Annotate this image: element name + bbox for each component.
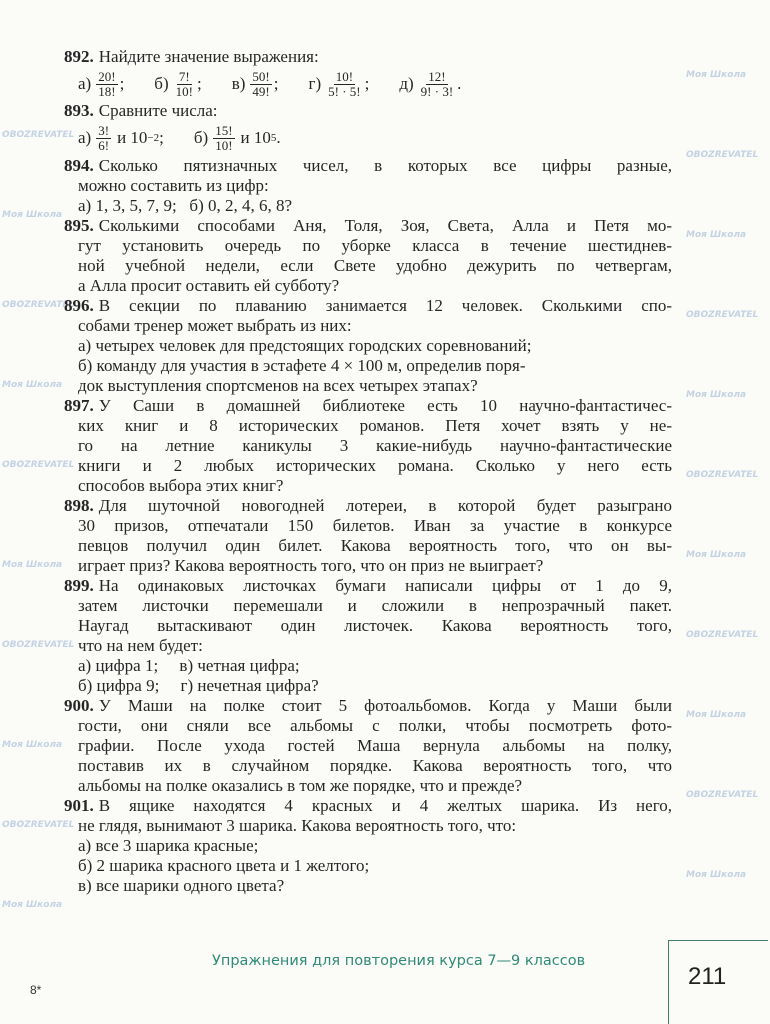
exponent: 5 <box>270 132 277 144</box>
line-text: У Саши в домашней библиотеке есть 10 научно-фантастичес- <box>98 396 672 415</box>
fraction <box>96 124 111 153</box>
line-text: док выступления спортсменов на всех четырех этапах? <box>78 376 478 395</box>
problem-text: Найдите значение выражения: <box>98 47 319 66</box>
text-line <box>78 536 672 556</box>
fraction <box>213 124 234 153</box>
problem-text: Сравните числа: <box>98 101 218 120</box>
watermark: OBOZREVATEL <box>2 460 75 470</box>
line-text: а Алла просит оставить ей субботу? <box>78 276 340 295</box>
option-item <box>399 70 461 99</box>
text-line <box>78 716 672 736</box>
option-item <box>308 70 369 99</box>
problem-900 <box>64 696 672 796</box>
text-line <box>64 796 672 816</box>
watermark: Моя Школа <box>686 870 747 880</box>
line-text: поставив их в случайном порядке. Какова вероятность того, что <box>78 756 672 775</box>
option-item <box>232 70 279 99</box>
fraction <box>419 70 456 99</box>
problem-number: 893. <box>64 101 94 120</box>
line-text: У Маши на полке стоит 5 фотоальбомов. Когда у Маши были <box>98 696 672 715</box>
text-line <box>78 236 672 256</box>
line-text: Для шуточной новогодней лотереи, в которой будет разыграно <box>98 496 672 515</box>
problem-number: 901. <box>64 796 94 815</box>
text-line <box>64 576 672 596</box>
watermark: Моя Школа <box>2 380 63 390</box>
text-line <box>78 256 672 276</box>
denominator: 9! · 3! <box>420 83 454 99</box>
problem-number: 897. <box>64 396 94 415</box>
problem-898 <box>64 496 672 576</box>
line-text: гут установить очередь по уборке класса в течение шестиднев- <box>78 236 672 255</box>
numerator: 20! <box>98 68 116 84</box>
watermark: Моя Школа <box>2 210 63 220</box>
line-text: На одинаковых листочках бумаги написали цифры от 1 до 9, <box>98 576 672 595</box>
text-line <box>78 456 672 476</box>
text-line <box>78 376 672 396</box>
comparison: и 10 <box>117 128 148 147</box>
punctuation: . <box>276 128 281 147</box>
line-text: а) все 3 шарика красные; <box>78 836 259 855</box>
option-label: г) <box>308 74 322 93</box>
option-label: а) <box>78 128 92 147</box>
problem-899 <box>64 576 672 696</box>
option-item <box>194 124 281 153</box>
fraction <box>326 70 363 99</box>
problem-892 <box>64 47 672 67</box>
line-text: ких книг и 8 исторических романов. Петя хочет взять у не- <box>78 416 672 435</box>
numerator: 10! <box>335 68 354 84</box>
line-text: а) четырех человек для предстоящих городских соревнований; <box>78 336 532 355</box>
text-line <box>78 276 672 296</box>
line-text: В ящике находятся 4 красных и 4 желтых шарика. Из него, <box>98 796 672 815</box>
text-line <box>78 436 672 456</box>
option-item <box>154 70 201 99</box>
line-text: не глядя, вынимают 3 шарика. Какова вероятность того, что: <box>78 816 517 835</box>
option-item <box>78 70 124 99</box>
problem-number: 898. <box>64 496 94 515</box>
text-line <box>78 876 672 896</box>
text-line <box>78 776 672 796</box>
text-line <box>78 516 672 536</box>
problem-number: 899. <box>64 576 94 595</box>
option-label: д) <box>399 74 414 93</box>
text-line <box>64 496 672 516</box>
punctuation: ; <box>364 74 370 93</box>
option-label: б) <box>193 128 209 147</box>
text-line <box>64 396 672 416</box>
text-line <box>78 556 672 576</box>
exponent: −2 <box>147 132 160 144</box>
problem-892-options <box>78 67 672 101</box>
page-content <box>64 47 672 896</box>
line-text: играет приз? Какова вероятность того, что он приз не выиграет? <box>78 556 544 575</box>
watermark: OBOZREVATEL <box>686 630 759 640</box>
fraction <box>174 70 195 99</box>
numerator: 7! <box>178 68 190 84</box>
text-line <box>78 356 672 376</box>
watermark: OBOZREVATEL <box>2 640 75 650</box>
problem-897 <box>64 396 672 496</box>
problem-number: 895. <box>64 216 94 235</box>
problem-number: 894. <box>64 156 94 175</box>
page-number: 211 <box>688 963 727 990</box>
text-line <box>78 336 672 356</box>
text-line <box>78 836 672 856</box>
comparison: и 10 <box>240 128 271 147</box>
watermark: OBOZREVATEL <box>2 130 75 140</box>
watermark: OBOZREVATEL <box>2 820 75 830</box>
text-line <box>64 156 672 176</box>
punctuation: . <box>457 74 462 93</box>
problem-number: 900. <box>64 696 94 715</box>
text-line <box>78 176 672 196</box>
line-text: Сколькими способами Аня, Толя, Зоя, Света, Алла и Петя мо- <box>98 216 672 235</box>
watermark: Моя Школа <box>2 900 63 910</box>
watermark: Моя Школа <box>686 230 747 240</box>
numerator: 3! <box>98 122 110 138</box>
problem-number: 892. <box>64 47 94 66</box>
problem-893 <box>64 101 672 121</box>
line-text: б) команду для участия в эстафете 4 × 100 м, определив поря- <box>78 356 526 375</box>
signature-mark: 8* <box>30 983 42 997</box>
watermark: Моя Школа <box>686 390 747 400</box>
section-title: Упражнения для повторения курса 7—9 классов <box>212 953 586 969</box>
punctuation: ; <box>159 128 164 147</box>
text-line <box>78 756 672 776</box>
punctuation: ; <box>196 74 202 93</box>
option-label: а) <box>78 74 92 93</box>
punctuation: ; <box>273 74 279 93</box>
text-line <box>78 316 672 336</box>
text-line <box>78 196 672 216</box>
watermark: OBOZREVATEL <box>686 470 759 480</box>
problem-901 <box>64 796 672 896</box>
line-text: ной учебной недели, если Свете удобно дежурить по четвергам, <box>78 256 672 275</box>
line-text: затем листочки перемешали и сложили в непрозрачный пакет. <box>78 596 672 615</box>
problem-895 <box>64 216 672 296</box>
watermark: OBOZREVATEL <box>686 310 759 320</box>
watermark: Моя Школа <box>686 550 747 560</box>
text-line <box>78 636 672 656</box>
line-text: а) 1, 3, 5, 7, 9; б) 0, 2, 4, 6, 8? <box>78 196 293 215</box>
option-label: б) <box>154 74 169 93</box>
numerator: 50! <box>252 68 270 84</box>
text-line <box>78 416 672 436</box>
line-text: певцов получил один билет. Какова вероятность того, что он вы- <box>78 536 672 555</box>
watermark: OBOZREVATEL <box>686 790 759 800</box>
text-line <box>78 736 672 756</box>
problem-893-options <box>78 121 672 155</box>
watermark: OBOZREVATEL <box>686 150 759 160</box>
text-line <box>78 676 672 696</box>
denominator: 49! <box>252 83 270 99</box>
watermark: Моя Школа <box>686 70 747 80</box>
denominator: 10! <box>215 137 233 153</box>
watermark: Моя Школа <box>2 560 63 570</box>
problem-894 <box>64 156 672 216</box>
fraction <box>250 70 271 99</box>
text-line <box>78 476 672 496</box>
fraction <box>96 70 117 99</box>
text-line <box>64 216 672 236</box>
punctuation: ; <box>119 74 125 93</box>
problem-896 <box>64 296 672 396</box>
text-line <box>78 816 672 836</box>
line-text: б) 2 шарика красного цвета и 1 желтого; <box>78 856 370 875</box>
denominator: 10! <box>175 83 193 99</box>
text-line <box>64 696 672 716</box>
line-text: графии. После ухода гостей Маша вернула альбомы на полку, <box>78 736 672 755</box>
line-text: в) все шарики одного цвета? <box>78 876 285 895</box>
text-line <box>78 596 672 616</box>
text-line <box>78 656 672 676</box>
line-text: В секции по плаванию занимается 12 человек. Сколькими спо- <box>98 296 672 315</box>
line-text: а) цифра 1; в) четная цифра; <box>78 656 300 675</box>
option-item <box>78 124 164 153</box>
watermark: OBOZREVATEL <box>2 300 75 310</box>
denominator: 18! <box>98 83 116 99</box>
text-line <box>78 616 672 636</box>
text-line <box>64 296 672 316</box>
line-text: 30 призов, отпечатали 150 билетов. Иван за участие в конкурсе <box>78 516 672 535</box>
numerator: 12! <box>428 68 446 84</box>
line-text: книги и 2 любых исторических романа. Сколько у него есть <box>78 456 672 475</box>
option-label: в) <box>231 74 246 93</box>
line-text: го на летние каникулы 3 какие-нибудь научно-фантастические <box>78 436 672 455</box>
line-text: способов выбора этих книг? <box>78 476 284 495</box>
watermark: Моя Школа <box>2 740 63 750</box>
denominator: 5! · 5! <box>328 83 361 99</box>
line-text: Наугад вытаскивают один листочек. Какова вероятность того, <box>78 616 672 635</box>
text-line <box>78 856 672 876</box>
line-text: альбомы на полке оказались в том же порядке, что и прежде? <box>78 776 523 795</box>
line-text: можно составить из цифр: <box>78 176 269 195</box>
problem-number: 896. <box>64 296 94 315</box>
denominator: 6! <box>98 137 110 153</box>
watermark: Моя Школа <box>686 710 747 720</box>
numerator: 15! <box>215 122 233 138</box>
line-text: что на нем будет: <box>78 636 203 655</box>
line-text: гости, они сняли все альбомы с полки, чтобы посмотреть фото- <box>78 716 672 735</box>
line-text: б) цифра 9; г) нечетная цифра? <box>78 676 319 695</box>
line-text: собами тренер может выбрать из них: <box>78 316 352 335</box>
line-text: Сколько пятизначных чисел, в которых все цифры разные, <box>98 156 672 175</box>
